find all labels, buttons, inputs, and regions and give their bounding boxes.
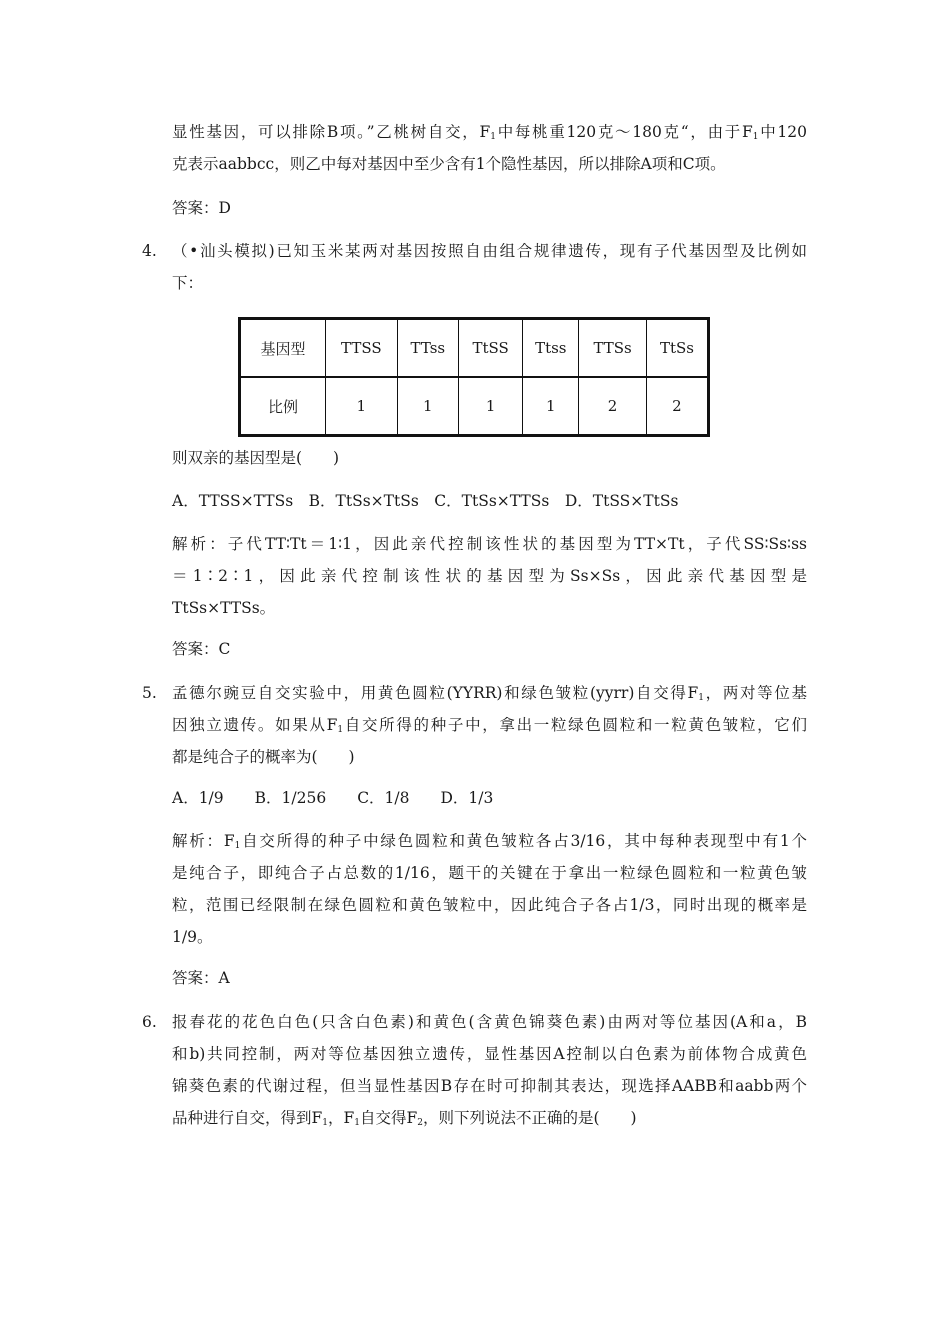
question-stem: 报春花的花色白色(只含白色素)和黄色(含黄色锦葵色素)由两对等位基因(A和a，B 和b)共同控制，两对等位基因独立遗传，显性基因A控制以白色素为前体物合成黄色 锦葵色素的代谢过程，但当显性基因B存在时可抑制其表达，现选择AABB和aabb两个 品种进行自交，得到$F_1$，$F_1$自交得$F_2$，则下列说法不正确的是( ) xyxy=(172,1013,807,1128)
question-number: 4. xyxy=(142,242,157,260)
table-cell: 1 xyxy=(326,377,398,436)
question-number: 5. xyxy=(142,684,157,702)
table-cell: 1 xyxy=(397,377,458,436)
answer-line: 答案：A xyxy=(172,969,230,987)
answer-options: A．1/9 B．1/256 C．1/8 D．1/3 xyxy=(172,789,494,807)
genotype-table xyxy=(238,317,710,437)
analysis-line: 显性基因，可以排除B项。”乙桃树自交，$F_1$中每桃重120克～180克“，由于$F_1$中120 xyxy=(172,123,807,142)
table-cell: 基因型 xyxy=(240,319,326,378)
prev-analysis-continuation xyxy=(172,116,807,180)
analysis: 解析：$F_1$自交所得的种子中绿色圆粒和黄色皱粒各占3/16，其中每种表现型中有1个 是纯合子，即纯合子占总数的1/16，题干的关键在于拿出一粒绿色圆粒和一粒黄色皱 粒，范围已经限制在绿色圆粒和黄色皱粒中，因此纯合子各占1/3，同时出现的概率是 1/9。 xyxy=(172,832,808,946)
table-row xyxy=(240,377,709,436)
table-cell: TtSs xyxy=(646,319,708,378)
table-cell: 比例 xyxy=(240,377,326,436)
question-prompt: 则双亲的基因型是( ) xyxy=(172,449,340,467)
table-cell: 1 xyxy=(459,377,523,436)
analysis-line: 克表示aabbcc，则乙中每对基因中至少含有1个隐性基因，所以排除A项和C项。 xyxy=(172,155,726,173)
table-cell: 2 xyxy=(579,377,647,436)
answer-line: 答案：C xyxy=(172,640,231,658)
table-cell: TTSs xyxy=(579,319,647,378)
table-cell: TTSS xyxy=(326,319,398,378)
question-stem: （•汕头模拟)已知玉米某两对基因按照自由组合规律遗传，现有子代基因型及比例如 下： xyxy=(172,242,807,292)
table-cell: 1 xyxy=(523,377,579,436)
table-row xyxy=(240,319,709,378)
table-cell: Ttss xyxy=(523,319,579,378)
table-cell: TTss xyxy=(397,319,458,378)
answer-line: 答案：D xyxy=(172,199,231,217)
table-cell: TtSS xyxy=(459,319,523,378)
table-cell: 2 xyxy=(646,377,708,436)
question-stem: 孟德尔豌豆自交实验中，用黄色圆粒(YYRR)和绿色皱粒(yyrr)自交得$F_1$，两对等位基 因独立遗传。如果从$F_1$自交所得的种子中，拿出一粒绿色圆粒和一粒黄色皱粒，它们 都是纯合子的概率为( ) xyxy=(172,684,807,766)
answer-options: A．TTSS×TTSs B．TtSs×TtSs C．TtSs×TTSs D．TtSS×TtSs xyxy=(172,492,679,510)
question-number: 6. xyxy=(142,1013,157,1031)
analysis: 解析：子代TT∶Tt＝1∶1，因此亲代控制该性状的基因型为TT×Tt，子代SS∶Ss∶ss ＝1∶2∶1，因此亲代控制该性状的基因型为Ss×Ss，因此亲代基因型是 TtSs×TTSs。 xyxy=(172,535,807,617)
